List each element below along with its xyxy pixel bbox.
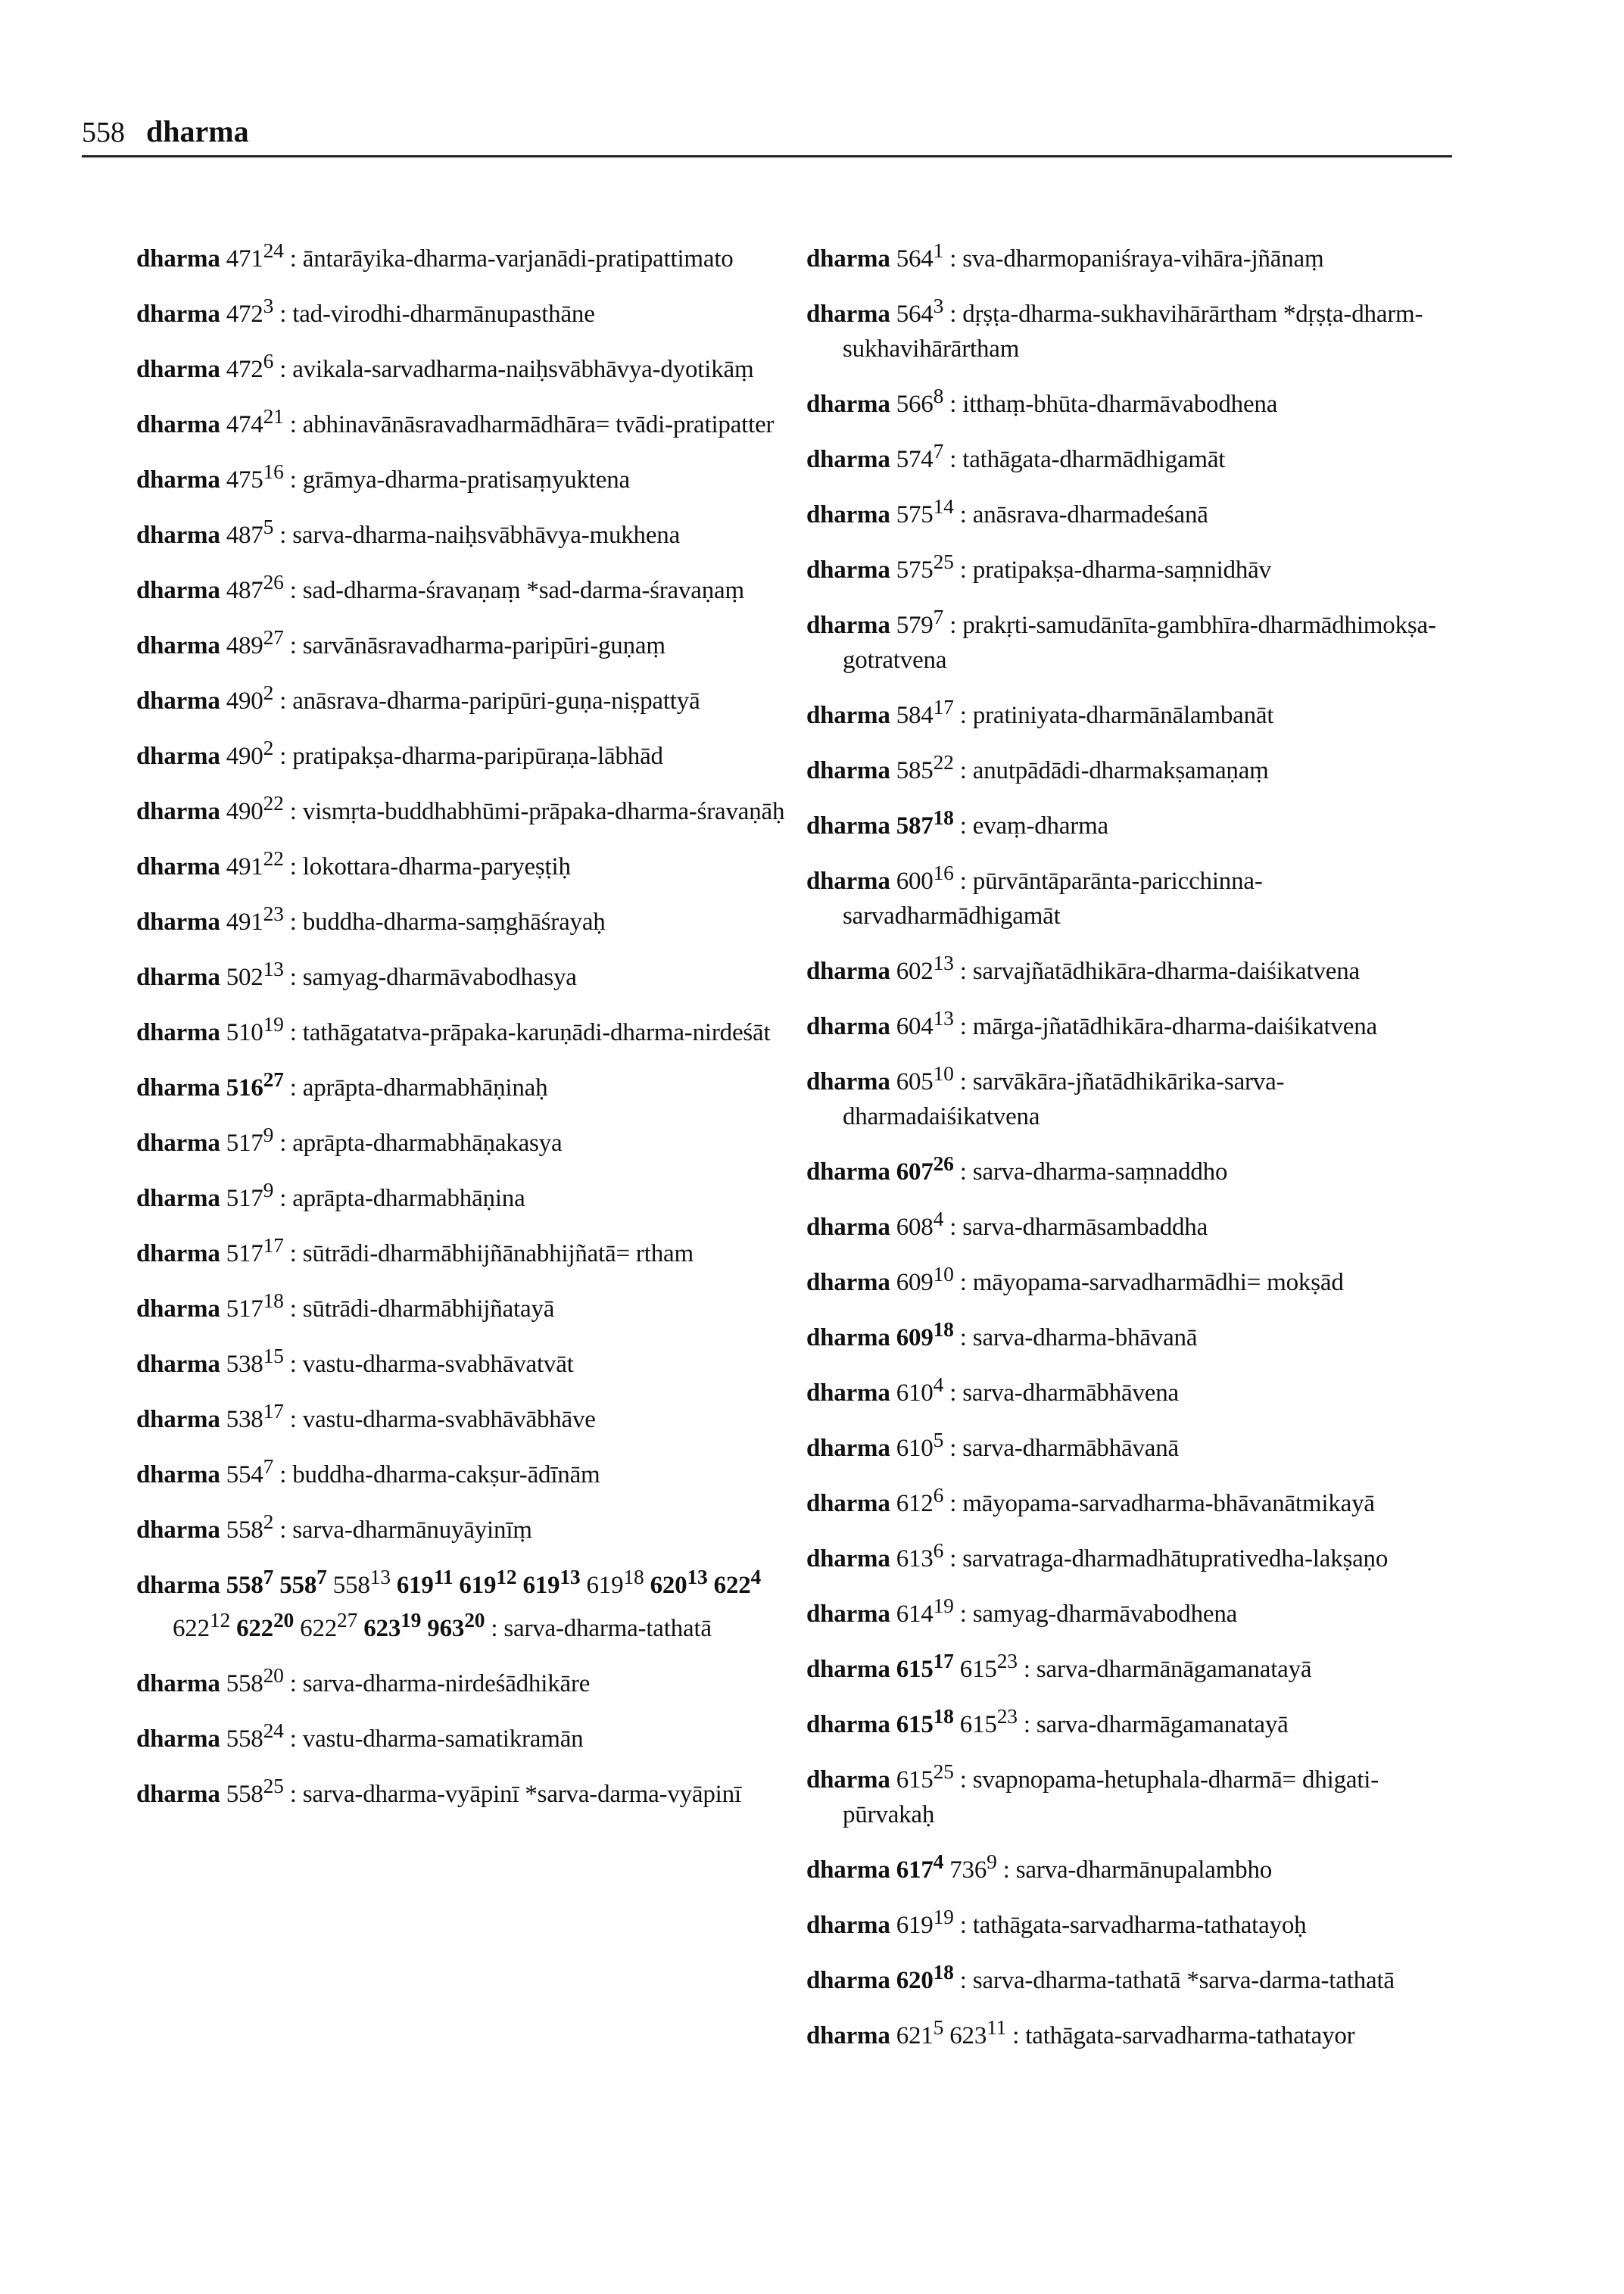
index-entry: dharma $600^{16}$ : pūrvāntāparānta-paricchinna-sarvadharmādhigamāt — [806, 861, 1263, 930]
index-entry: dharma $615^{25}$ : svapnopama-hetuphala-dharmā= dhigati-pūrvakaḥ — [806, 1759, 1379, 1828]
index-entry: dharma $619^{19}$ : tathāgata-sarvadharma-tathatayoḥ — [806, 1905, 1307, 1939]
index-entry: dharma $610^5$ : sarva-dharmābhāvanā — [806, 1428, 1179, 1462]
index-entry: dharma $607^{26}$ : sarva-dharma-saṃnaddho — [806, 1152, 1228, 1186]
index-entry: dharma $564^1$ : sva-dharmopaniśraya-vihāra-jñānaṃ — [806, 238, 1324, 273]
index-entry: dharma $491^{23}$ : buddha-dharma-saṃghāśrayaḥ — [136, 902, 606, 936]
index-entry: dharma $564^3$ : dṛṣṭa-dharma-sukhavihārārtham *dṛṣṭa-dharm-sukhavihārārtham — [806, 294, 1423, 363]
index-entry: dharma $554^7$ : buddha-dharma-cakṣur-ādīnām — [136, 1454, 600, 1488]
header-rule — [82, 155, 1452, 157]
index-entry: dharma $615^{18}$ $615^{23}$ : sarva-dharmāgamanatayā — [806, 1704, 1289, 1738]
index-entry: dharma $613^6$ : sarvatraga-dharmadhātuprativedha-lakṣaṇo — [806, 1538, 1389, 1572]
index-entry: dharma $475^{16}$ : grāmya-dharma-pratisaṃyuktena — [136, 460, 630, 494]
index-entry: dharma $558^{24}$ : vastu-dharma-samatikramān — [136, 1719, 584, 1753]
right-column — [806, 233, 1457, 2065]
index-entry: dharma $510^{19}$ : tathāgatatva-prāpaka-karuṇādi-dharma-nirdeśāt — [136, 1012, 771, 1046]
index-entry: dharma $517^{17}$ : sūtrādi-dharmābhijñānabhijñatā= rtham — [136, 1233, 694, 1267]
index-entry: dharma $558^{25}$ : sarva-dharma-vyāpinī *sarva-darma-vyāpinī — [136, 1774, 741, 1808]
index-entry: dharma $517^{18}$ : sūtrādi-dharmābhijñatayā — [136, 1289, 555, 1323]
index-entry: dharma $490^2$ : pratipakṣa-dharma-paripūraṇa-lābhād — [136, 736, 663, 770]
index-entry: dharma $574^7$ : tathāgata-dharmādhigamāt — [806, 439, 1226, 473]
index-entry: dharma $587^{18}$ : evaṃ-dharma — [806, 806, 1109, 840]
index-entry: dharma $538^{15}$ : vastu-dharma-svabhāvatvāt — [136, 1344, 574, 1378]
index-entry: dharma $517^9$ : aprāpta-dharmabhāṇakasya — [136, 1123, 563, 1157]
index-entry: dharma $579^7$ : prakṛti-samudānīta-gambhīra-dharmādhimokṣa-gotratvena — [806, 605, 1436, 674]
index-entry: dharma $609^{10}$ : māyopama-sarvadharmādhi= mokṣād — [806, 1262, 1344, 1296]
page-number: 558 — [82, 117, 125, 148]
index-entry: dharma $575^{25}$ : pratipakṣa-dharma-saṃnidhāv — [806, 550, 1271, 584]
index-entry: dharma $472^6$ : avikala-sarvadharma-naiḥsvābhāvya-dyotikāṃ — [136, 349, 754, 383]
index-entry: dharma $609^{18}$ : sarva-dharma-bhāvanā — [806, 1317, 1198, 1351]
index-entry: dharma $487^{26}$ : sad-dharma-śravaṇaṃ *sad-darma-śravaṇaṃ — [136, 570, 744, 604]
index-entry: dharma $538^{17}$ : vastu-dharma-svabhāvābhāve — [136, 1399, 596, 1433]
index-entry: dharma $490^2$ : anāsrava-dharma-paripūri-guṇa-niṣpattyā — [136, 681, 700, 715]
index-entry: dharma $585^{22}$ : anutpādādi-dharmakṣamaṇaṃ — [806, 750, 1269, 784]
index-entry: dharma $558^2$ : sarva-dharmānuyāyinīṃ — [136, 1510, 532, 1544]
index-entry: dharma $566^8$ : itthaṃ-bhūta-dharmāvabodhena — [806, 384, 1278, 418]
index-entry: dharma $620^{18}$ : sarva-dharma-tathatā *sarva-darma-tathatā — [806, 1960, 1395, 1994]
index-entry: dharma $608^4$ : sarva-dharmāsambaddha — [806, 1207, 1208, 1241]
index-entry: dharma $472^3$ : tad-virodhi-dharmānupasthāne — [136, 294, 595, 328]
index-entry: dharma $558^{20}$ : sarva-dharma-nirdeśādhikāre — [136, 1663, 591, 1697]
index-entry: dharma $614^{19}$ : samyag-dharmāvabodhena — [806, 1594, 1238, 1628]
index-entry: dharma $491^{22}$ : lokottara-dharma-paryeṣṭiḥ — [136, 846, 571, 881]
index-entry: dharma $516^{27}$ : aprāpta-dharmabhāṇinaḥ — [136, 1068, 548, 1102]
index-entry: dharma $489^{27}$ : sarvānāsravadharma-paripūri-guṇaṃ — [136, 625, 665, 659]
index-entry: dharma $558^7$ $558^7$ $558^{13}$ $619^{11}$ $619^{12}$ $619^{13}$ $619^{18}$ $620^{13}$ $622^4$ $622^{12}$ $622^{20}$ $622^{27}$ $623^{19}$ $963^{20}$ : sarva-dharma-tathatā — [136, 1565, 762, 1642]
index-entry: dharma $604^{13}$ : mārga-jñatādhikāra-dharma-daiśikatvena — [806, 1006, 1377, 1040]
index-entry: dharma $471^{24}$ : āntarāyika-dharma-varjanādi-pratipattimato — [136, 238, 734, 273]
index-entry: dharma $474^{21}$ : abhinavānāsravadharmādhāra= tvādi-pratipatter — [136, 404, 775, 438]
index-entry: dharma $615^{17}$ $615^{23}$ : sarva-dharmānāgamanatayā — [806, 1649, 1312, 1683]
index-entry: dharma $612^6$ : māyopama-sarvadharma-bhāvanātmikayā — [806, 1483, 1375, 1517]
index-entry: dharma $487^5$ : sarva-dharma-naiḥsvābhāvya-mukhena — [136, 515, 681, 549]
index-entry: dharma $617^4$ $736^9$ : sarva-dharmānupalambho — [806, 1850, 1273, 1884]
index-entry: dharma $502^{13}$ : samyag-dharmāvabodhasya — [136, 957, 577, 991]
index-entry: dharma $610^4$ : sarva-dharmābhāvena — [806, 1373, 1179, 1407]
index-entry: dharma $602^{13}$ : sarvajñatādhikāra-dharma-daiśikatvena — [806, 951, 1360, 985]
index-entry: dharma $605^{10}$ : sarvākāra-jñatādhikārika-sarva-dharmadaiśikatvena — [806, 1061, 1285, 1130]
index-entry: dharma $575^{14}$ : anāsrava-dharmadeśanā — [806, 494, 1208, 528]
left-column — [136, 233, 787, 1824]
index-entry: dharma $621^5$ $623^{11}$ : tathāgata-sarvadharma-tathatayor — [806, 2015, 1355, 2049]
index-entry: dharma $490^{22}$ : vismṛta-buddhabhūmi-prāpaka-dharma-śravaṇāḥ — [136, 791, 785, 825]
page-header — [82, 114, 1452, 159]
index-entry: dharma $517^9$ : aprāpta-dharmabhāṇina — [136, 1178, 525, 1212]
running-head: dharma — [146, 114, 249, 148]
index-entry: dharma $584^{17}$ : pratiniyata-dharmānālambanāt — [806, 695, 1274, 729]
